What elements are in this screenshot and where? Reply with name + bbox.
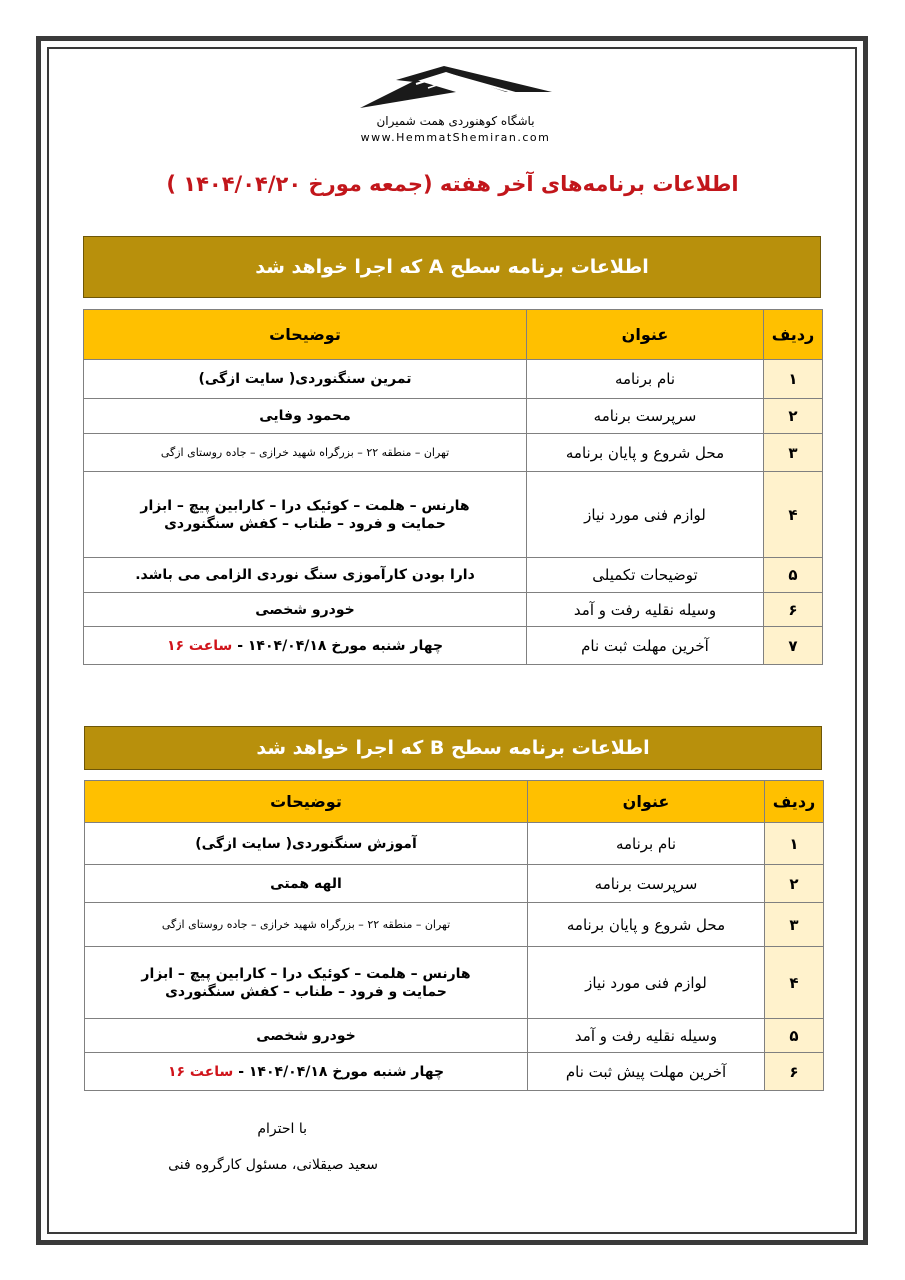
row-number: ۳ [765,903,824,947]
row-value: الهه همتی [85,865,528,903]
table-row [85,903,824,947]
table-header-row [84,310,823,360]
row-value-line: حمایت و فرود – طناب – کفش سنگنوردی [164,515,446,532]
table-row [84,558,823,593]
deadline-time: ساعت ۱۶ [167,1063,234,1080]
row-value [85,947,528,1019]
row-value-line: هارنس – هلمت – کوئیک درا – کارابین پیچ – ابزار [140,497,470,514]
row-label: آخرین مهلت ثبت نام [527,627,764,665]
row-number: ۶ [765,1053,824,1091]
section-b-heading [84,726,822,770]
table-row [85,823,824,865]
section-a-table [83,309,823,665]
row-number: ۱ [764,360,823,399]
closing-signature: سعید صیقلانی، مسئول کارگروه فنی [168,1157,378,1173]
section-a-heading-text: اطلاعات برنامه سطح A که اجرا خواهد شد [255,256,649,278]
deadline-time: ساعت ۱۶ [166,637,233,654]
table-row [84,472,823,558]
mountain-logo-icon [356,62,556,110]
row-label: وسیله نقلیه رفت و آمد [527,593,764,627]
club-website: www.HemmatShemiran.com [360,131,551,144]
row-label: سرپرست برنامه [528,865,765,903]
deadline-date: چهار شنبه مورخ ۱۴۰۴/۰۴/۱۸ - [233,1063,445,1080]
row-value: محمود وفایی [84,399,527,434]
row-number: ۶ [764,593,823,627]
table-row [84,399,823,434]
col-header-desc: توضیحات [85,781,528,823]
row-number: ۱ [765,823,824,865]
col-header-title: عنوان [527,310,764,360]
row-number: ۴ [764,472,823,558]
row-label: محل شروع و پایان برنامه [528,903,765,947]
col-header-title: عنوان [528,781,765,823]
club-logo [338,62,573,157]
row-label: لوازم فنی مورد نیاز [528,947,765,1019]
row-value-line: هارنس – هلمت – کوئیک درا – کارابین پیچ – ابزار [141,965,471,982]
row-number: ۴ [765,947,824,1019]
table-row [84,627,823,665]
row-value-line: حمایت و فرود – طناب – کفش سنگنوردی [165,983,447,1000]
row-value [84,627,527,665]
row-label: توضیحات تکمیلی [527,558,764,593]
deadline-date: چهار شنبه مورخ ۱۴۰۴/۰۴/۱۸ - [232,637,444,654]
table-row [85,1053,824,1091]
closing-regards: با احترام [257,1121,307,1137]
row-value: تمرین سنگنوردی( سایت ازگی) [84,360,527,399]
col-header-desc: توضیحات [84,310,527,360]
table-header-row [85,781,824,823]
row-number: ۳ [764,434,823,472]
row-number: ۲ [764,399,823,434]
col-header-num: ردیف [764,310,823,360]
table-row [84,434,823,472]
table-row [84,593,823,627]
row-value [85,1053,528,1091]
table-row [85,865,824,903]
row-label: نام برنامه [527,360,764,399]
row-label: لوازم فنی مورد نیاز [527,472,764,558]
row-value: خودرو شخصی [85,1019,528,1053]
row-number: ۵ [764,558,823,593]
section-a-heading [83,236,821,298]
table-row [85,947,824,1019]
col-header-num: ردیف [765,781,824,823]
page-title: اطلاعات برنامه‌های آخر هفته (جمعه مورخ ۱۴۰۴/۰۴/۲۰ ) [166,172,739,196]
row-label: وسیله نقلیه رفت و آمد [528,1019,765,1053]
row-value: تهران – منطقه ۲۲ – بزرگراه شهید خرازی – جاده روستای ازگی [85,903,528,947]
row-value: دارا بودن کارآموزی سنگ نوردی الزامی می باشد. [84,558,527,593]
row-number: ۷ [764,627,823,665]
table-row [84,360,823,399]
section-b-table [84,780,824,1091]
row-label: سرپرست برنامه [527,399,764,434]
row-value: تهران – منطقه ۲۲ – بزرگراه شهید خرازی – جاده روستای ازگی [84,434,527,472]
row-number: ۵ [765,1019,824,1053]
row-label: محل شروع و پایان برنامه [527,434,764,472]
row-number: ۲ [765,865,824,903]
row-label: آخرین مهلت پیش ثبت نام [528,1053,765,1091]
row-value [84,472,527,558]
row-label: نام برنامه [528,823,765,865]
row-value: آموزش سنگنوردی( سایت ازگی) [85,823,528,865]
club-name: باشگاه کوهنوردی همت شمیران [376,114,535,128]
row-value: خودرو شخصی [84,593,527,627]
section-b-heading-text: اطلاعات برنامه سطح B که اجرا خواهد شد [256,737,650,759]
table-row [85,1019,824,1053]
